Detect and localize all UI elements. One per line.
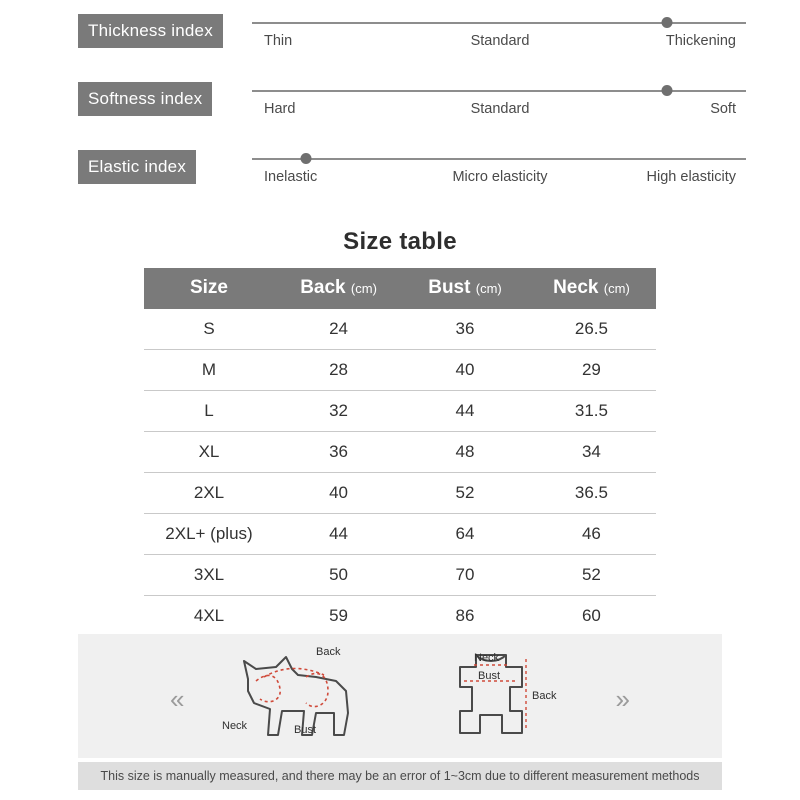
garment-measurement-diagram (430, 641, 580, 751)
table-row (144, 555, 656, 596)
cell-back: 28 (274, 350, 403, 391)
measurement-disclaimer: This size is manually measured, and there may be an error of 1~3cm due to different measurement methods (78, 762, 722, 790)
cell-back: 44 (274, 514, 403, 555)
table-row (144, 350, 656, 391)
cell-bust: 40 (403, 350, 527, 391)
table-row (144, 473, 656, 514)
slider-marker (301, 153, 312, 164)
index-section (0, 0, 800, 212)
dog-label-neck: Neck (222, 720, 248, 732)
slider-marker (661, 17, 672, 28)
table-header-row (144, 268, 656, 309)
cell-bust: 44 (403, 391, 527, 432)
index-label-thickness: Thickness index (78, 14, 223, 48)
cell-size: 4XL (193, 606, 225, 625)
index-row-softness (0, 76, 800, 144)
cell-neck: 36.5 (527, 473, 656, 514)
column-header-size (144, 268, 274, 309)
column-label: Size (189, 277, 229, 298)
column-unit: (cm) (350, 281, 377, 296)
cell-size: M (144, 350, 274, 391)
garment-label-back: Back (532, 690, 557, 702)
column-label: Neck (553, 277, 599, 298)
cell-bust: 52 (403, 473, 527, 514)
cell-neck: 26.5 (527, 309, 656, 350)
next-arrow-icon[interactable]: » (615, 684, 630, 714)
table-row (144, 514, 656, 555)
slider-elastic (252, 158, 746, 185)
tick-label: Thickening (665, 33, 736, 49)
tick-label: Soft (710, 101, 736, 117)
garment-label-neck: Neck (474, 652, 500, 664)
cell-bust: 64 (403, 514, 527, 555)
column-label: Back (300, 277, 346, 298)
slider-track (252, 22, 746, 24)
cell-bust: 36 (403, 309, 527, 350)
size-table (144, 268, 656, 636)
tick-label: Standard (470, 101, 530, 117)
cell-back: 59 (329, 606, 349, 625)
measurement-illustration-panel (78, 634, 722, 758)
column-label: Bust (428, 277, 471, 298)
cell-size: 3XL (144, 555, 274, 596)
index-label-elastic: Elastic index (78, 150, 196, 184)
cell-neck: 60 (581, 606, 601, 625)
column-header-back (274, 268, 403, 309)
column-header-bust (403, 268, 527, 309)
slider-marker (661, 85, 672, 96)
tick-label: Standard (470, 33, 530, 49)
illustration-figures (220, 641, 580, 751)
dog-measurement-diagram (220, 641, 410, 751)
table-row (144, 391, 656, 432)
index-label-softness: Softness index (78, 82, 212, 116)
tick-label: High elasticity (646, 169, 736, 185)
slider-tick-labels (252, 101, 746, 117)
slider-track (252, 158, 746, 160)
cell-size: 2XL (144, 473, 274, 514)
cell-back: 24 (274, 309, 403, 350)
cell-neck: 46 (527, 514, 656, 555)
index-row-thickness (0, 8, 800, 76)
column-header-neck (527, 268, 656, 309)
slider-softness (252, 90, 746, 117)
column-unit: (cm) (603, 281, 630, 296)
cell-size: S (144, 309, 274, 350)
cell-bust: 86 (455, 606, 475, 625)
dog-label-back: Back (316, 646, 341, 658)
cell-back: 40 (274, 473, 403, 514)
previous-arrow-icon[interactable]: « (170, 684, 185, 714)
table-row (144, 309, 656, 350)
table-row (144, 596, 656, 637)
cell-size: 2XL+ (plus) (144, 514, 274, 555)
column-unit: (cm) (475, 281, 502, 296)
table-row (144, 432, 656, 473)
slider-tick-labels (252, 33, 746, 49)
cell-neck: 34 (527, 432, 656, 473)
cell-back: 36 (274, 432, 403, 473)
cell-neck: 52 (527, 555, 656, 596)
tick-label: Micro elasticity (452, 169, 548, 185)
slider-tick-labels (252, 169, 746, 185)
index-row-elastic (0, 144, 800, 212)
slider-track (252, 90, 746, 92)
cell-back: 32 (274, 391, 403, 432)
cell-bust: 70 (403, 555, 527, 596)
cell-size: L (144, 391, 274, 432)
slider-thickness (252, 22, 746, 49)
tick-label: Thin (264, 33, 293, 49)
cell-neck: 29 (527, 350, 656, 391)
size-table-title: Size table (343, 228, 457, 255)
cell-back: 50 (274, 555, 403, 596)
tick-label: Hard (264, 101, 296, 117)
cell-neck: 31.5 (527, 391, 656, 432)
dog-label-bust: Bust (294, 724, 317, 736)
tick-label: Inelastic (264, 169, 318, 185)
cell-size: XL (144, 432, 274, 473)
cell-bust: 48 (403, 432, 527, 473)
garment-label-bust: Bust (478, 670, 501, 682)
